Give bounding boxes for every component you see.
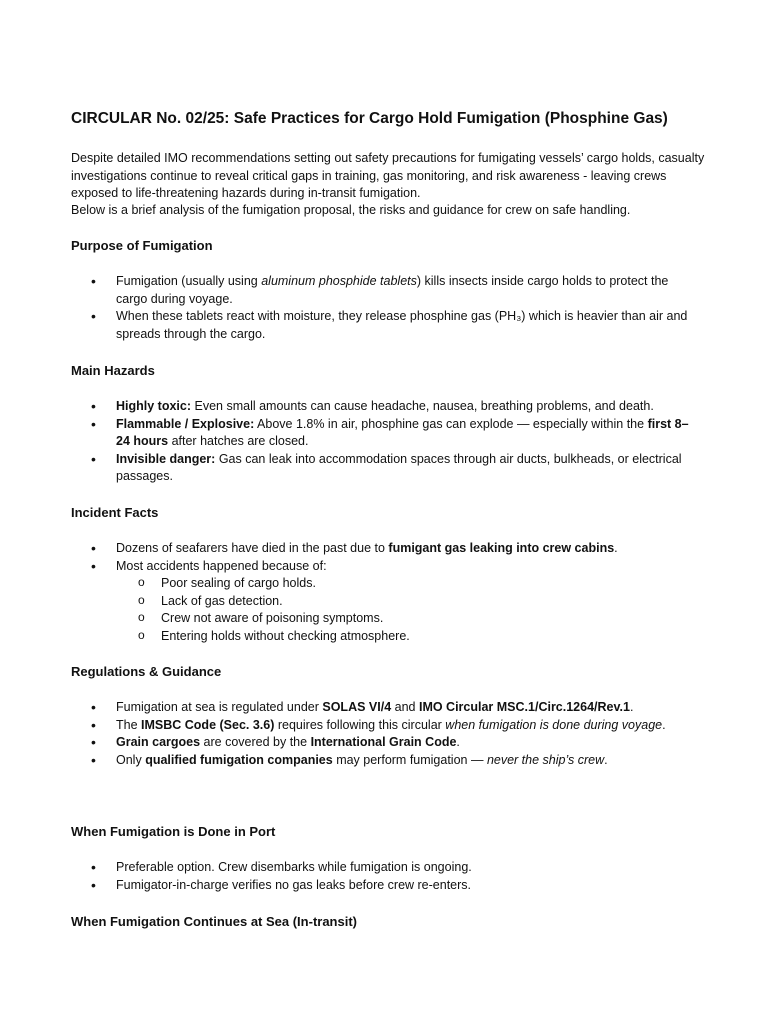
port-heading: When Fumigation is Done in Port [71, 824, 276, 839]
purpose-list [71, 273, 701, 343]
list-item: • Flammable / Explosive: Above 1.8% in air, phosphine gas can explode — especially within the first 8–24 hours after hatches are closed. [71, 416, 701, 451]
sublist-item: o Crew not aware of poisoning symptoms. [116, 610, 701, 628]
incidents-list [71, 540, 701, 645]
intro-paragraph: Despite detailed IMO recommendations setting out safety precautions for fumigating vessels’ cargo holds, casualty investigations continue to reveal critical gaps in training, gas monitoring, and risk awareness - leaving crews exposed to life-threatening hazards during in-transit fumigation. [71, 151, 705, 200]
purpose-heading: Purpose of Fumigation [71, 238, 213, 253]
list-item: • Highly toxic: Even small amounts can cause headache, nausea, breathing problems, and death. [71, 398, 701, 416]
port-list [71, 859, 701, 894]
list-item: • Dozens of seafarers have died in the past due to fumigant gas leaking into crew cabins. [71, 540, 701, 558]
sublist-item: o Entering holds without checking atmosphere. [116, 628, 701, 646]
regulations-heading: Regulations & Guidance [71, 664, 222, 679]
page-title: CIRCULAR No. 02/25: Safe Practices for Cargo Hold Fumigation (Phosphine Gas) [71, 110, 668, 127]
list-item: • Fumigator-in-charge verifies no gas leaks before crew re-enters. [71, 877, 701, 895]
causes-sublist [116, 575, 701, 645]
sublist-item: o Lack of gas detection. [116, 593, 701, 611]
hazards-heading: Main Hazards [71, 363, 155, 378]
list-item: • Grain cargoes are covered by the International Grain Code. [71, 734, 701, 752]
sublist-item: o Poor sealing of cargo holds. [116, 575, 701, 593]
list-item: • Most accidents happened because of: o Poor sealing of cargo holds. o Lack of gas detection. o Crew not aware of poisoning symptoms. o Entering holds without checking atmosphere. [71, 558, 701, 646]
sea-heading: When Fumigation Continues at Sea (In-transit) [71, 914, 357, 929]
intro-note: Below is a brief analysis of the fumigation proposal, the risks and guidance for crew on safe handling. [71, 203, 631, 217]
hazards-list [71, 398, 701, 486]
list-item: • Fumigation (usually using aluminum phosphide tablets) kills insects inside cargo holds to protect the cargo during voyage. [71, 273, 701, 308]
list-item: • The IMSBC Code (Sec. 3.6) requires following this circular when fumigation is done during voyage. [71, 717, 701, 735]
list-item: • When these tablets react with moisture, they release phosphine gas (PH₃) which is heavier than air and spreads through the cargo. [71, 308, 701, 343]
list-item: • Invisible danger: Gas can leak into accommodation spaces through air ducts, bulkheads, or electrical passages. [71, 451, 701, 486]
incidents-heading: Incident Facts [71, 505, 159, 520]
list-item: • Only qualified fumigation companies may perform fumigation — never the ship’s crew. [71, 752, 701, 770]
list-item: • Fumigation at sea is regulated under SOLAS VI/4 and IMO Circular MSC.1/Circ.1264/Rev.1. [71, 699, 701, 717]
list-item: • Preferable option. Crew disembarks while fumigation is ongoing. [71, 859, 701, 877]
regulations-list [71, 699, 701, 769]
